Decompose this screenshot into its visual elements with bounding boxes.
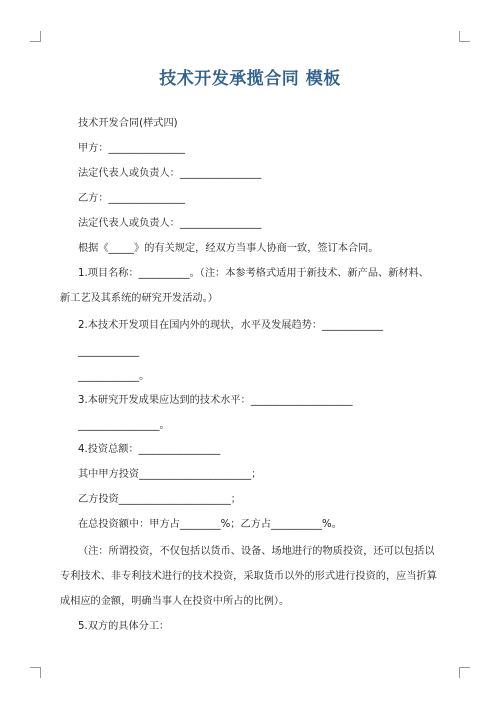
party-b-representative-line: 法定代表人或负责人：________________ [78, 218, 262, 229]
investment-note-line-3: 成相应的金额，明确当事人在投资中所占的比例）。 [60, 596, 290, 607]
party-b-line: 乙方：_______________ [78, 193, 185, 204]
investment-note-line-1: （注：所谓投资，不仅包括以货币、设备、场地进行的物质投资，还可以包括以 [78, 546, 435, 557]
preamble-paragraph: 根据《_____》的有关规定，经双方当事人协商一致，签订本合同。 [78, 243, 379, 254]
investment-note-line-2: 专利技术、非专利技术进行的技术投资，采取货币以外的形式进行投资的，应当折算 [60, 571, 437, 582]
clause-2-blank-1: ____________ [78, 346, 140, 357]
corner-mark-top-right [459, 31, 470, 42]
investment-ratio-line: 在总投资额中：甲方占________%；乙方占__________%。 [78, 519, 342, 530]
party-a-line: 甲方：_______________ [78, 143, 185, 154]
corner-mark-bottom-right [459, 667, 470, 678]
clause-2-line: 2.本技术开发项目在国内外的现状，水平及发展趋势：____________ [78, 320, 384, 331]
party-a-investment-line: 其中甲方投资______________________； [78, 469, 262, 480]
document-title: 技术开发承揽合同 模板 [159, 69, 341, 89]
clause-2-blank-2: ____________。 [78, 371, 150, 382]
corner-mark-bottom-left [30, 667, 41, 678]
clause-1-continuation: 新工艺及其系统的研究开发活动。） [60, 293, 218, 304]
clause-4-line: 4.投资总额：________________ [78, 444, 221, 455]
clause-5-line: 5.双方的具体分工： [78, 621, 170, 632]
party-a-representative-line: 法定代表人或负责人：________________ [78, 168, 262, 179]
clause-3-line: 3.本研究开发成果应达到的技术水平：____________________ [78, 395, 353, 406]
clause-1-line: 1.项目名称：__________。（注：本参考格式适用于新技术、新产品、新材料、 [78, 268, 429, 279]
corner-mark-top-left [30, 31, 41, 42]
party-b-investment-line: 乙方投资______________________； [78, 494, 241, 505]
clause-3-blank: ________________。 [78, 420, 170, 431]
contract-style-label: 技术开发合同(样式四) [78, 118, 178, 129]
